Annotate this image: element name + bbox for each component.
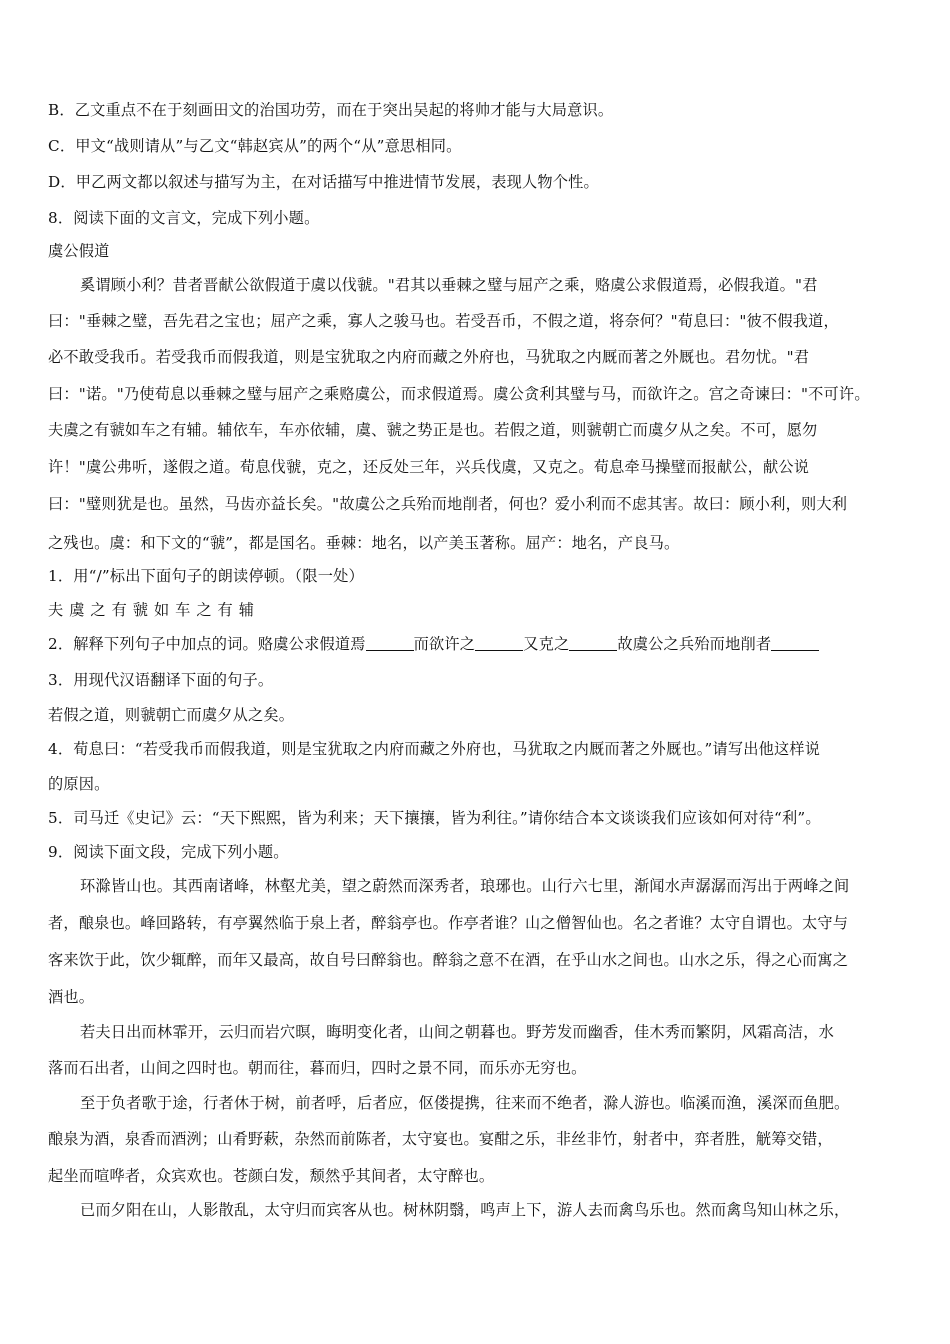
answer-blank-1[interactable] <box>366 636 414 651</box>
paragraph-2-line: 落而石出者，山间之四时也。朝而往，暮而归，四时之景不同，而乐亦无穷也。 <box>48 1059 587 1077</box>
pause-sentence: 夫虞之有虢如车之有辅 <box>48 601 260 619</box>
option-b: B．乙文重点不在于刻画田文的治国功劳，而在于突出吴起的将帅才能与大局意识。 <box>48 101 614 119</box>
sub-question-4-cont: 的原因。 <box>48 775 110 793</box>
paragraph-3-line: 至于负者歌于途，行者休于树，前者呼，后者应，伛偻提携，往来而不绝者，滁人游也。临溪而渔，溪深而鱼肥。 <box>80 1094 850 1112</box>
sub2-item-b: 而欲许之 <box>413 635 476 653</box>
answer-blank-4[interactable] <box>771 636 819 651</box>
paragraph-3-line: 酿泉为酒，泉香而酒洌；山肴野蔌，杂然而前陈者，太守宴也。宴酣之乐，非丝非竹，射者中，弈者胜，觥筹交错， <box>48 1130 833 1148</box>
answer-blank-3[interactable] <box>569 636 617 651</box>
passage-title: 虞公假道 <box>48 242 110 260</box>
paragraph-1-line: 酒也。 <box>48 988 95 1006</box>
sub-question-1: 1．用“/”标出下面句子的朗读停顿。（限一处） <box>48 567 364 585</box>
passage-line: 曰："垂棘之璧，吾先君之宝也；屈产之乘，寡人之骏马也。若受吾币，不假之道，将奈何？"荀息曰："彼不假我道， <box>48 312 839 330</box>
passage-line: 曰："璧则犹是也。虽然，马齿亦益长矣。"故虞公之兵殆而地削者，何也？爱小利而不虑其害。故曰：顾小利，则大利 <box>48 495 848 513</box>
sub2-prefix: 2．解释下列句子中加点的词。赂虞公求假道焉 <box>48 635 366 653</box>
paragraph-1-line: 环滁皆山也。其西南诸峰，林壑尤美，望之蔚然而深秀者，琅琊也。山行六七里，渐闻水声潺潺而泻出于两峰之间 <box>80 877 850 895</box>
paragraph-4-line: 已而夕阳在山，人影散乱，太守归而宾客从也。树林阴翳，鸣声上下，游人去而禽鸟乐也。然而禽鸟知山林之乐， <box>80 1201 850 1219</box>
sub-question-4: 4．荀息曰：“若受我币而假我道，则是宝犹取之内府而藏之外府也，马犹取之内厩而著之外厩也。”请写出他这样说 <box>48 740 821 758</box>
sub-question-3: 3．用现代汉语翻译下面的句子。 <box>48 671 274 689</box>
passage-line: 必不敢受我币。若受我币而假我道，则是宝犹取之内府而藏之外府也，马犹取之内厩而著之外厩也。君勿忧。"君 <box>48 348 810 366</box>
paragraph-1-line: 客来饮于此，饮少辄醉，而年又最高，故自号曰醉翁也。醉翁之意不在酒，在乎山水之间也。山水之乐，得之心而寓之 <box>48 951 849 969</box>
question-8-heading: 8．阅读下面的文言文，完成下列小题。 <box>48 209 320 227</box>
passage-line: 奚谓顾小利？昔者晋献公欲假道于虞以伐虢。"君其以垂棘之璧与屈产之乘，赂虞公求假道焉，必假我道。"君 <box>80 276 818 294</box>
answer-blank-2[interactable] <box>475 636 523 651</box>
passage-notes: 之残也。虞：和下文的“虢”，都是国名。垂棘：地名，以产美玉著称。屈产：地名，产良马。 <box>48 534 680 552</box>
passage-line: 许！"虞公弗听，遂假之道。荀息伐虢，克之，还反处三年，兴兵伐虞，又克之。荀息牵马操璧而报献公，献公说 <box>48 458 810 476</box>
sub-question-2 <box>48 634 908 654</box>
paragraph-1-line: 者，酿泉也。峰回路转，有亭翼然临于泉上者，醉翁亭也。作亭者谁？山之僧智仙也。名之者谁？太守自谓也。太守与 <box>48 914 849 932</box>
passage-line: 夫虞之有虢如车之有辅。辅依车，车亦依辅，虞、虢之势正是也。若假之道，则虢朝亡而虞夕从之矣。不可，愿勿 <box>48 421 818 439</box>
sub2-item-d: 故虞公之兵殆而地削者 <box>617 635 772 653</box>
sub2-item-c: 又克之 <box>523 635 570 653</box>
passage-line: 曰："诺。"乃使荀息以垂棘之璧与屈产之乘赂虞公，而求假道焉。虞公贪利其璧与马，而欲许之。宫之奇谏曰："不可许。 <box>48 385 870 403</box>
option-d: D．甲乙两文都以叙述与描写为主，在对话描写中推进情节发展，表现人物个性。 <box>48 173 599 191</box>
translate-sentence: 若假之道，则虢朝亡而虞夕从之矣。 <box>48 706 295 724</box>
option-c: C．甲文“战则请从”与乙文“韩赵宾从”的两个“从”意思相同。 <box>48 137 462 155</box>
paragraph-3-line: 起坐而喧哗者，众宾欢也。苍颜白发，颓然乎其间者，太守醉也。 <box>48 1167 495 1185</box>
paragraph-2-line: 若夫日出而林霏开，云归而岩穴暝，晦明变化者，山间之朝暮也。野芳发而幽香，佳木秀而繁阴，风霜高洁，水 <box>80 1023 834 1041</box>
sub-question-5: 5．司马迁《史记》云：“天下熙熙，皆为利来；天下攘攘，皆为利往。”请你结合本文谈谈我们应该如何对待“利”。 <box>48 809 821 827</box>
question-9-heading: 9．阅读下面文段，完成下列小题。 <box>48 843 289 861</box>
